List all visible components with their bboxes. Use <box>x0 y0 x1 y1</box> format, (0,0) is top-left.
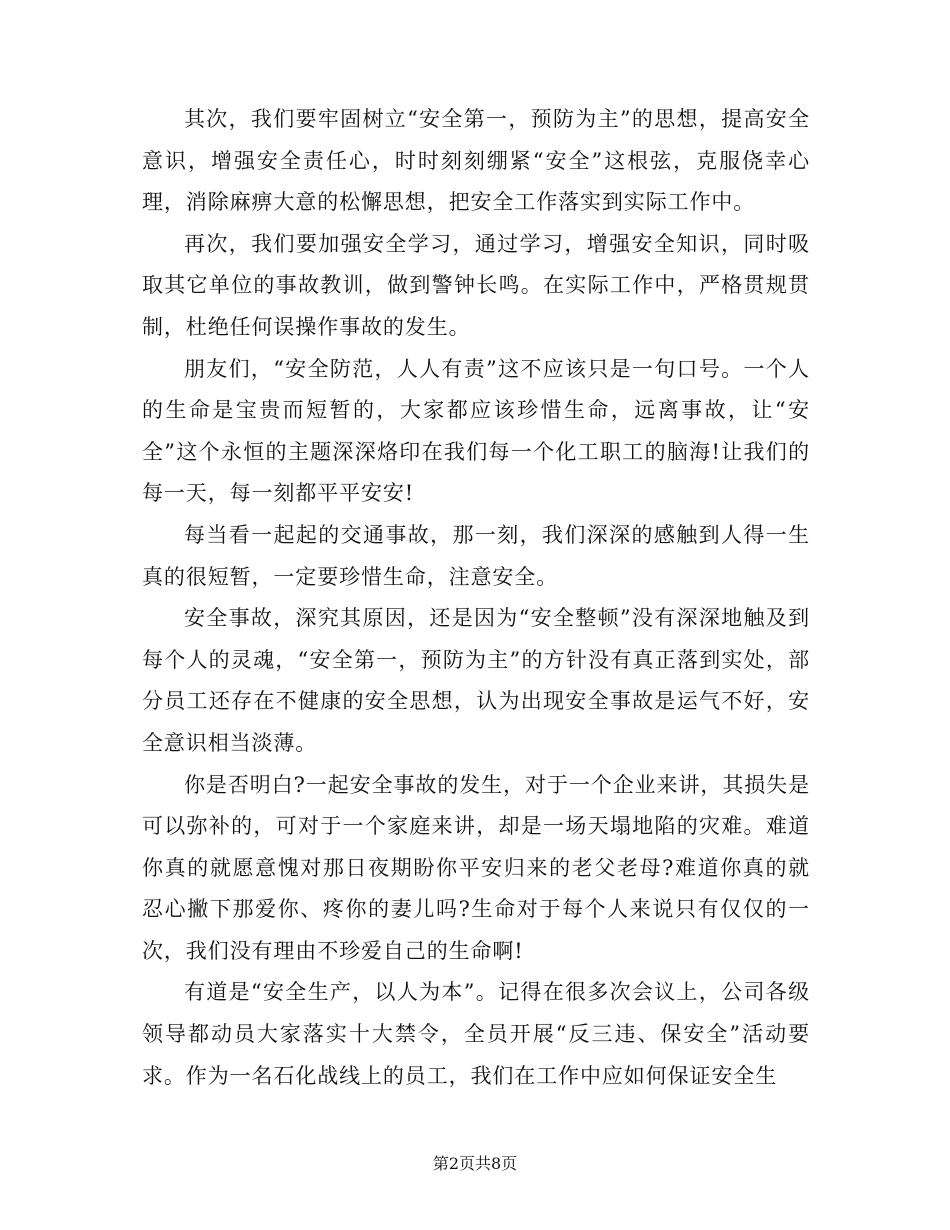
paragraph: 再次，我们要加强安全学习，通过学习，增强安全知识，同时吸取其它单位的事故教训，做到警钟长鸣。在实际工作中，严格贯规贯制，杜绝任何误操作事故的发生。 <box>142 231 810 339</box>
paragraph: 朋友们，“安全防范，人人有责”这不应该只是一句口号。一个人的生命是宝贵而短暂的，大家都应该珍惜生命，远离事故，让“安全”这个永恒的主题深深烙印在我们每一个化工职工的脑海!让我们的每一天，每一刻都平平安安! <box>142 356 810 506</box>
document-body <box>142 99 810 1097</box>
page-number-footer: 第2页共8页 <box>432 1154 518 1173</box>
paragraph: 有道是“安全生产，以人为本”。记得在很多次会议上，公司各级领导都动员大家落实十大禁令，全员开展“反三违、保安全”活动要求。作为一名石化战线上的员工，我们在工作中应如何保证安全生 <box>142 980 810 1088</box>
paragraph: 你是否明白?一起安全事故的发生，对于一个企业来讲，其损失是可以弥补的，可对于一个家庭来讲，却是一场天塌地陷的灾难。难道你真的就愿意愧对那日夜期盼你平安归来的老父老母?难道你真的就忍心撇下那爱你、疼你的妻儿吗?生命对于每个人来说只有仅仅的一次，我们没有理由不珍爱自己的生命啊! <box>142 772 810 963</box>
paragraph: 其次，我们要牢固树立“安全第一，预防为主”的思想，提高安全意识，增强安全责任心，时时刻刻绷紧“安全”这根弦，克服侥幸心理，消除麻痹大意的松懈思想，把安全工作落实到实际工作中。 <box>142 107 810 215</box>
paragraph: 安全事故，深究其原因，还是因为“安全整顿”没有深深地触及到每个人的灵魂，“安全第一，预防为主”的方针没有真正落到实处，部分员工还存在不健康的安全思想，认为出现安全事故是运气不好，安全意识相当淡薄。 <box>142 606 810 755</box>
paragraph: 每当看一起起的交通事故，那一刻，我们深深的感触到人得一生真的很短暂，一定要珍惜生命，注意安全。 <box>142 522 810 589</box>
